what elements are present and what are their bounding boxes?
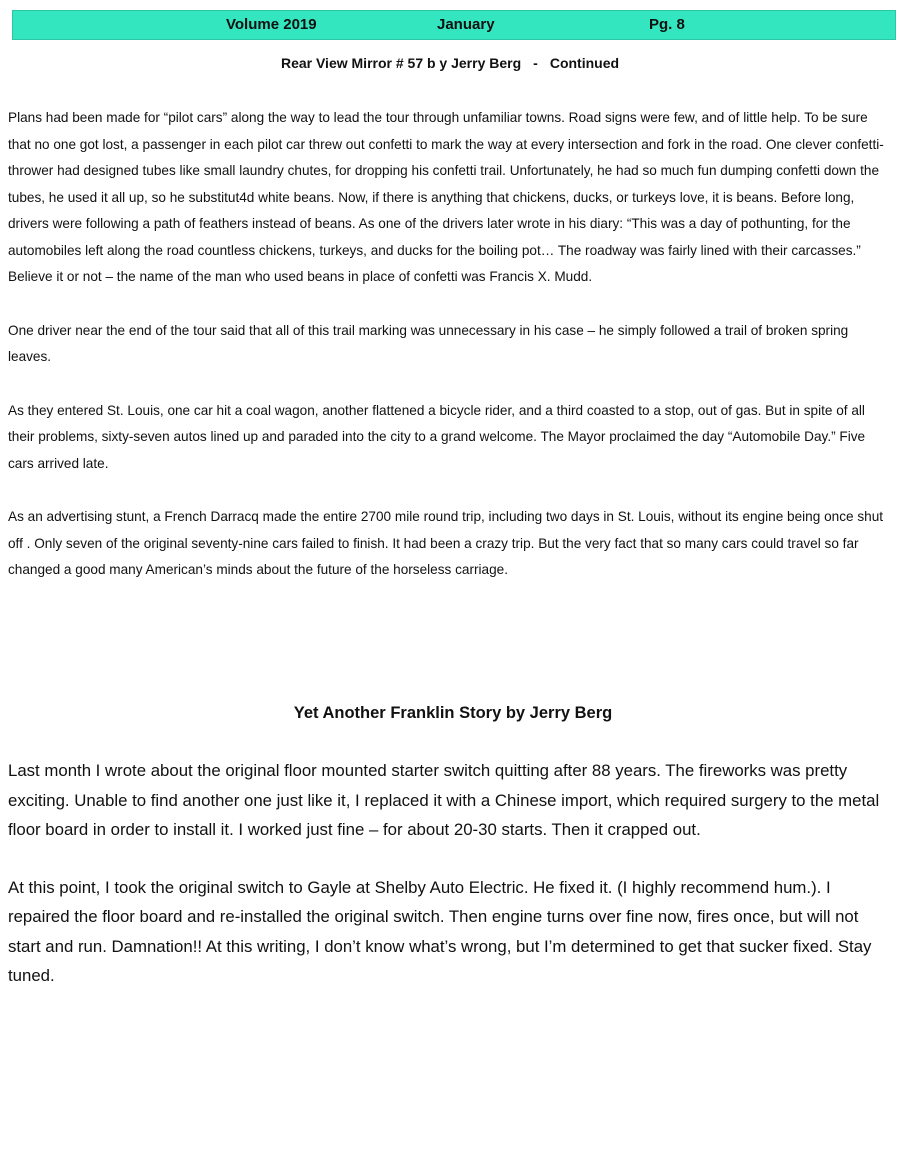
- volume-label: Volume 2019: [226, 16, 317, 33]
- subtitle-separator: -: [533, 55, 538, 71]
- article2-body: [8, 756, 894, 1019]
- article2-paragraph-1: Last month I wrote about the original floor mounted starter switch quitting after 88 years. The fireworks was pretty exciting. Unable to find another one just like it, I replaced it with a Chinese import, which required surgery to the metal floor board in order to install it. I worked just fine – for about 20-30 starts. Then it crapped out.: [8, 761, 880, 839]
- article1-paragraph-1: Plans had been made for “pilot cars” along the way to lead the tour through unfamiliar towns. Road signs were few, and of little help. To be sure that no one got lost, a passenger in each pilot car threw out confetti to mark the way at every intersection and fork in the road. One clever confetti-thrower had designed tubes like small laundry chutes, for dropping his confetti trail. Unfortunately, he had so much fun dumping confetti down the tubes, he used it all up, so he substitut4d white beans. Now, if there is anything that chickens, ducks, or turkeys love, it is beans. Before long, drivers were following a path of feathers instead of beans. As one of the drivers later wrote in his diary: “This was a day of pothunting, for the automobiles left along the road countless chickens, turkeys, and ducks for the boiling pot… The roadway was fairly lined with their carcasses.” Believe it or not – the name of the man who used beans in place of confetti was Francis X. Mudd.: [8, 110, 884, 284]
- page-number: Pg. 8: [649, 16, 685, 33]
- month-label: January: [437, 16, 495, 33]
- article1-body: [8, 105, 894, 611]
- header-banner: [12, 10, 896, 40]
- article2-paragraph-2: At this point, I took the original switch to Gayle at Shelby Auto Electric. He fixed it. (I highly recommend hum.). I repaired the floor board and re-installed the original switch. Then engine turns over fine now, fires once, but will not start and run. Damnation!! At this writing, I don’t know what’s wrong, but I’m determined to get that sucker fixed. Stay tuned.: [8, 877, 872, 985]
- article1-paragraph-2: One driver near the end of the tour said that all of this trail marking was unnecessary in his case – he simply followed a trail of broken spring leaves.: [8, 322, 849, 364]
- article2-title: Yet Another Franklin Story by Jerry Berg: [293, 704, 613, 722]
- article1-paragraph-3: As they entered St. Louis, one car hit a coal wagon, another flattened a bicycle rider, and a third coasted to a stop, out of gas. But in spite of all their problems, sixty-seven autos lined up and paraded into the city to a grand welcome. The Mayor proclaimed the day “Automobile Day.” Five cars arrived late.: [8, 402, 866, 471]
- article1-paragraph-4: As an advertising stunt, a French Darracq made the entire 2700 mile round trip, including two days in St. Louis, without its engine being once shut off . Only seven of the original seventy-nine cars failed to finish. It had been a crazy trip. But the very fact that so many cars could travel so far changed a good many American’s minds about the future of the horseless carriage.: [8, 509, 884, 577]
- subtitle-title: Rear View Mirror # 57 b y Jerry Berg: [280, 55, 522, 71]
- article-subtitle: [0, 55, 900, 71]
- subtitle-continued: Continued: [549, 55, 620, 71]
